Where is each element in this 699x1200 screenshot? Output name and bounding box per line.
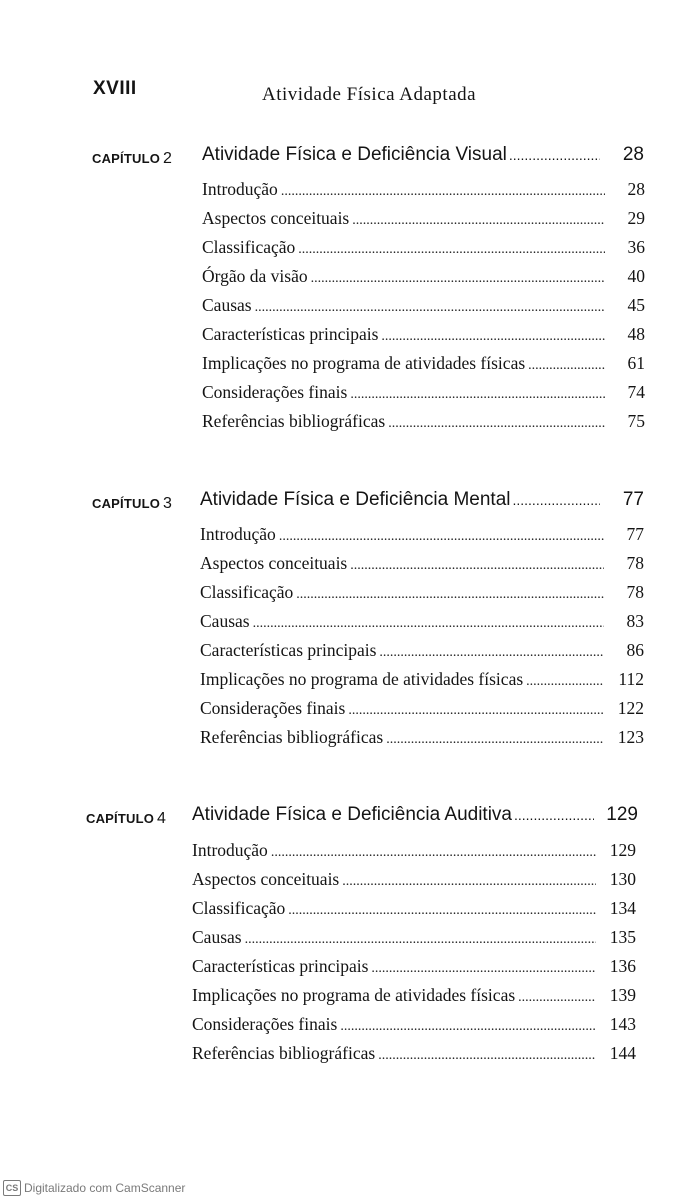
toc-entry [192, 898, 636, 927]
leader-dots [518, 990, 596, 1006]
leader-dots [386, 732, 604, 748]
toc-entry [202, 382, 645, 411]
leader-dots [271, 845, 596, 861]
leader-dots [296, 587, 604, 603]
entry-page: 143 [609, 1014, 636, 1034]
entry-title: Classificação [200, 582, 294, 602]
entry-title: Implicações no programa de atividades físicas [192, 985, 516, 1005]
toc-entry [200, 640, 644, 669]
entry-title: Características principais [202, 324, 379, 344]
chapter-3 [92, 487, 652, 747]
entry-title: Classificação [202, 237, 296, 257]
entry-page: 122 [617, 698, 644, 718]
chapter-title: Atividade Física e Deficiência Mental [200, 489, 511, 510]
entry-title: Referências bibliográficas [200, 727, 384, 747]
leader-dots [348, 703, 604, 719]
entry-page: 144 [609, 1043, 636, 1063]
entry-title: Introdução [200, 524, 276, 544]
toc-entry [202, 237, 645, 266]
entry-page: 78 [626, 582, 644, 602]
leader-dots [388, 416, 605, 432]
entry-title: Classificação [192, 898, 286, 918]
leader-dots [512, 492, 600, 508]
toc-entry [202, 295, 645, 324]
entry-title: Considerações finais [192, 1014, 338, 1034]
entry-title: Introdução [202, 179, 278, 199]
entry-page: 29 [627, 208, 645, 228]
chapter-heading [92, 142, 652, 172]
toc-entry [202, 179, 645, 208]
chapter-number: 3 [163, 495, 173, 512]
leader-dots [528, 358, 605, 374]
chapter-2 [92, 142, 652, 431]
leader-dots [298, 242, 605, 258]
entry-title: Aspectos conceituais [200, 553, 348, 573]
entry-page: 61 [627, 353, 645, 373]
toc-entry [192, 1014, 636, 1043]
running-head: Atividade Física Adaptada [262, 84, 477, 105]
entry-page: 45 [627, 295, 645, 315]
page-number: XVIII [93, 78, 137, 99]
entry-page: 112 [618, 669, 644, 689]
entry-page: 136 [609, 956, 636, 976]
chapter-4 [86, 802, 646, 1063]
camscanner-logo-icon: CS [3, 1180, 21, 1196]
chapter-title-line [202, 144, 644, 166]
entry-page: 48 [627, 324, 645, 344]
entry-title: Implicações no programa de atividades físicas [200, 669, 524, 689]
leader-dots [352, 213, 605, 229]
entry-page: 28 [627, 179, 645, 199]
entry-title: Aspectos conceituais [202, 208, 350, 228]
toc-entry [202, 324, 645, 353]
toc-entry [202, 208, 645, 237]
entry-page: 74 [627, 382, 645, 402]
toc-entry [200, 727, 644, 756]
toc-entry [200, 582, 644, 611]
chapter-page: 129 [606, 804, 638, 825]
leader-dots [378, 1048, 596, 1064]
toc-entry [192, 1043, 636, 1072]
entry-page: 78 [626, 553, 644, 573]
entry-title: Introdução [192, 840, 268, 860]
scanner-watermark-text: Digitalizado com CamScanner [24, 1181, 186, 1195]
entry-page: 75 [627, 411, 645, 431]
entry-title: Referências bibliográficas [192, 1043, 376, 1063]
toc-entry [200, 698, 644, 727]
entry-page: 123 [617, 727, 644, 747]
leader-dots [526, 674, 604, 690]
toc-entry [200, 669, 644, 698]
leader-dots [509, 147, 600, 163]
toc-entry [192, 840, 636, 869]
entry-page: 83 [626, 611, 644, 631]
chapter-title: Atividade Física e Deficiência Visual [202, 144, 507, 165]
chapter-heading [92, 487, 652, 517]
entry-title: Implicações no programa de atividades físicas [202, 353, 526, 373]
leader-dots [311, 271, 605, 287]
toc-entry [192, 985, 636, 1014]
chapter-label: CAPÍTULO 4 [86, 810, 167, 827]
leader-dots [350, 558, 604, 574]
chapter-title-line [192, 804, 638, 826]
chapter-page: 28 [622, 144, 644, 165]
entry-title: Considerações finais [200, 698, 346, 718]
toc-entry [192, 956, 636, 985]
toc-entry [192, 869, 636, 898]
chapter-label: CAPÍTULO 3 [92, 495, 173, 512]
entry-title: Causas [192, 927, 242, 947]
toc-entry [200, 611, 644, 640]
leader-dots [514, 807, 594, 823]
entry-page: 129 [609, 840, 636, 860]
chapter-title-line [200, 489, 644, 511]
entry-title: Causas [200, 611, 250, 631]
entry-page: 135 [609, 927, 636, 947]
leader-dots [255, 300, 605, 316]
leader-dots [288, 903, 596, 919]
chapter-number: 4 [157, 810, 167, 827]
entry-title: Considerações finais [202, 382, 348, 402]
leader-dots [281, 184, 605, 200]
chapter-number: 2 [163, 150, 173, 167]
chapter-heading [86, 802, 646, 832]
leader-dots [350, 387, 605, 403]
chapter-page: 77 [622, 489, 644, 510]
scanner-footer [0, 1176, 699, 1200]
toc-entry [192, 927, 636, 956]
entry-page: 86 [626, 640, 644, 660]
toc-entry [200, 553, 644, 582]
entry-page: 130 [609, 869, 636, 889]
entry-page: 40 [627, 266, 645, 286]
entry-title: Referências bibliográficas [202, 411, 386, 431]
toc-entry [202, 353, 645, 382]
entry-page: 36 [627, 237, 645, 257]
leader-dots [279, 529, 604, 545]
leader-dots [381, 329, 605, 345]
entry-page: 139 [609, 985, 636, 1005]
entry-title: Características principais [192, 956, 369, 976]
chapter-title: Atividade Física e Deficiência Auditiva [192, 804, 512, 825]
leader-dots [340, 1019, 596, 1035]
leader-dots [342, 874, 596, 890]
leader-dots [371, 961, 596, 977]
entry-page: 134 [609, 898, 636, 918]
leader-dots [379, 645, 604, 661]
toc-entry [202, 266, 645, 295]
entry-title: Órgão da visão [202, 266, 308, 286]
entry-page: 77 [626, 524, 644, 544]
leader-dots [245, 932, 596, 948]
toc-entry [200, 524, 644, 553]
leader-dots [253, 616, 604, 632]
entry-title: Causas [202, 295, 252, 315]
chapter-label: CAPÍTULO 2 [92, 150, 173, 167]
toc-entry [202, 411, 645, 440]
entry-title: Características principais [200, 640, 377, 660]
entry-title: Aspectos conceituais [192, 869, 340, 889]
